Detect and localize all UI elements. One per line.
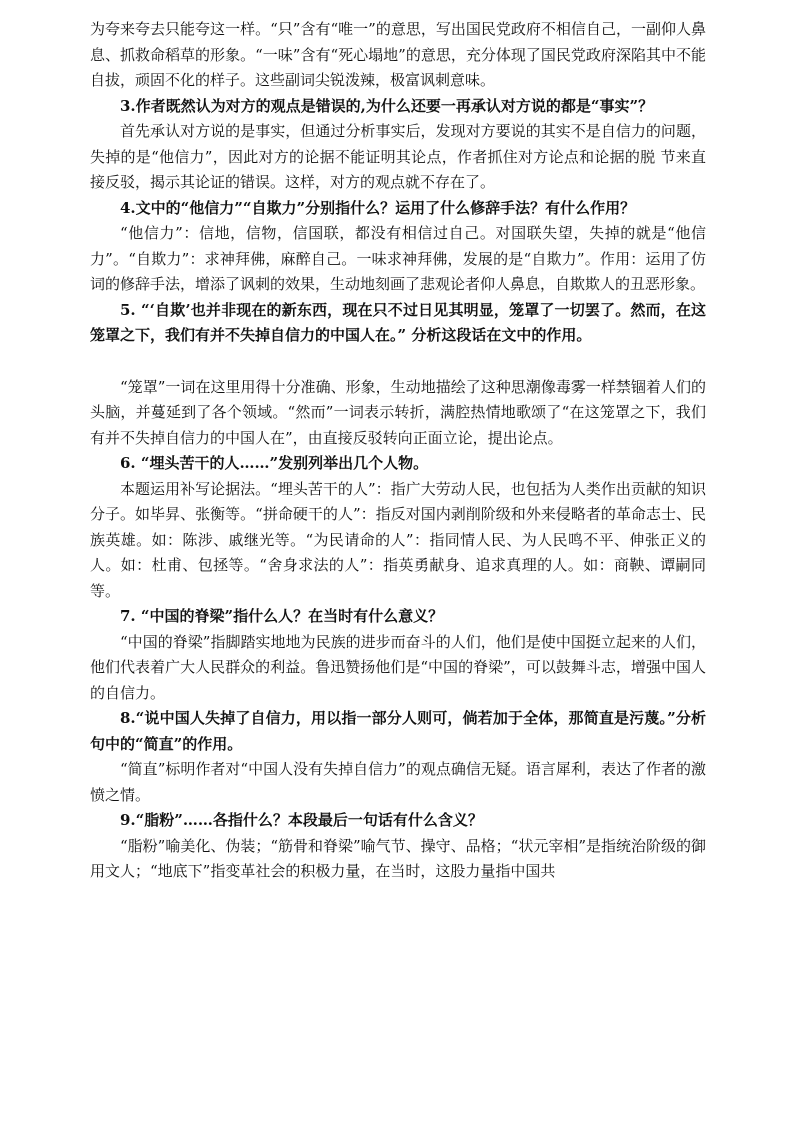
answer-paragraph: “中国的脊梁”指脚踏实地地为民族的进步而奋斗的人们，他们是使中国挺立起来的人们，他们代表着广大人民群众的利益。鲁迅赞扬他们是“中国的脊梁”，可以鼓舞斗志，增强中国人的自信力。	[90, 632, 706, 702]
answer-paragraph: 本题运用补写论据法。“埋头苦干的人”：指广大劳动人民，也包括为人类作出贡献的知识分子。如毕昇、张衡等。“拼命硬干的人”：指反对国内剥削阶级和外来侵略者的革命志士、民族英雄。如：陈涉、戚继光等。“为民请命的人”：指同情人民、为人民鸣不平、伸张正义的人。如：杜甫、包拯等。“舍身求法的人”：指英勇献身、追求真理的人。如：商鞅、谭嗣同等。	[90, 479, 706, 600]
question-heading: 3.作者既然认为对方的观点是错误的,为什么还要一再承认对方说的都是“事实”？	[120, 96, 654, 115]
answer-paragraph: “他信力”：信地，信物，信国联，都没有相信过自己。对国联失望，失掉的就是“他信力”。“自欺力”：求神拜佛，麻醉自己。一味求神拜佛，发展的是“自欺力”。作用：运用了仿词的修辞手法，增添了讽刺的效果，生动地刻画了悲观论者仰人鼻息，自欺欺人的丑恶形象。	[90, 224, 706, 293]
answer-paragraph: “脂粉”喻美化、伪装；“筋骨和脊梁”喻气节、操守、品格；“状元宰相”是指统治阶级的御用文人；“地底下”指变革社会的积极力量，在当时，这股力量指中国共	[90, 836, 707, 880]
answer-paragraph: “笼罩”一词在这里用得十分准确、形象，生动地描绘了这种思潮像毒雾一样禁锢着人们的头脑，并蔓延到了各个领域。“然而”一词表示转折，满腔热情地歌颂了“在这笼罩之下，我们有并不失掉自信力的中国人在”，由直接反驳转向正面立论，提出论点。	[90, 377, 706, 447]
blank-line	[90, 349, 706, 375]
answer-paragraph: “简直”标明作者对“中国人没有失掉自信力”的观点确信无疑。语言犀利，表达了作者的激愤之情。	[90, 760, 706, 804]
question-heading: 9.“脂粉”……各指什么？本段最后一句话有什么含义？	[120, 811, 483, 829]
question-heading: 4.文中的“他信力”“自欺力”分别指什么？运用了什么修辞手法？有什么作用？	[120, 198, 636, 217]
answer-paragraph: 为夸来夸去只能夸这一样。“只”含有“唯一”的意思，写出国民党政府不相信自己，一副仰人鼻息、抓救命稻草的形象。“一味”含有“死心塌地”的意思，充分体现了国民党政府深陷其中不能自拔，顽固不化的样子。这些副词尖锐泼辣，极富讽刺意味。	[90, 20, 706, 89]
question-heading: 6. “埋头苦干的人……”发别列举出几个人物。	[120, 454, 429, 472]
question-heading: 7. “中国的脊梁”指什么人？在当时有什么意义？	[120, 607, 444, 625]
question-heading: 5. “‘自欺’也并非现在的新东西，现在只不过日见其明显，笼罩了一切罢了。然而，在这笼罩之下，我们有并不失掉自信力的中国人在。” 分析这段话在文中的作用。	[90, 300, 706, 344]
document-body	[90, 17, 706, 885]
question-heading: 8.“说中国人失掉了自信力，用以指一部分人则可，倘若加于全体，那简直是污蔑。”分析句中的“简直”的作用。	[90, 709, 706, 753]
answer-paragraph: 首先承认对方说的是事实，但通过分析事实后，发现对方要说的其实不是自信力的问题，失掉的是“他信力”，因此对方的论据不能证明其论点，作者抓住对方论点和论据的脱 节来直接反驳，揭示其论证的错误。这样，对方的观点就不存在了。	[90, 122, 706, 191]
